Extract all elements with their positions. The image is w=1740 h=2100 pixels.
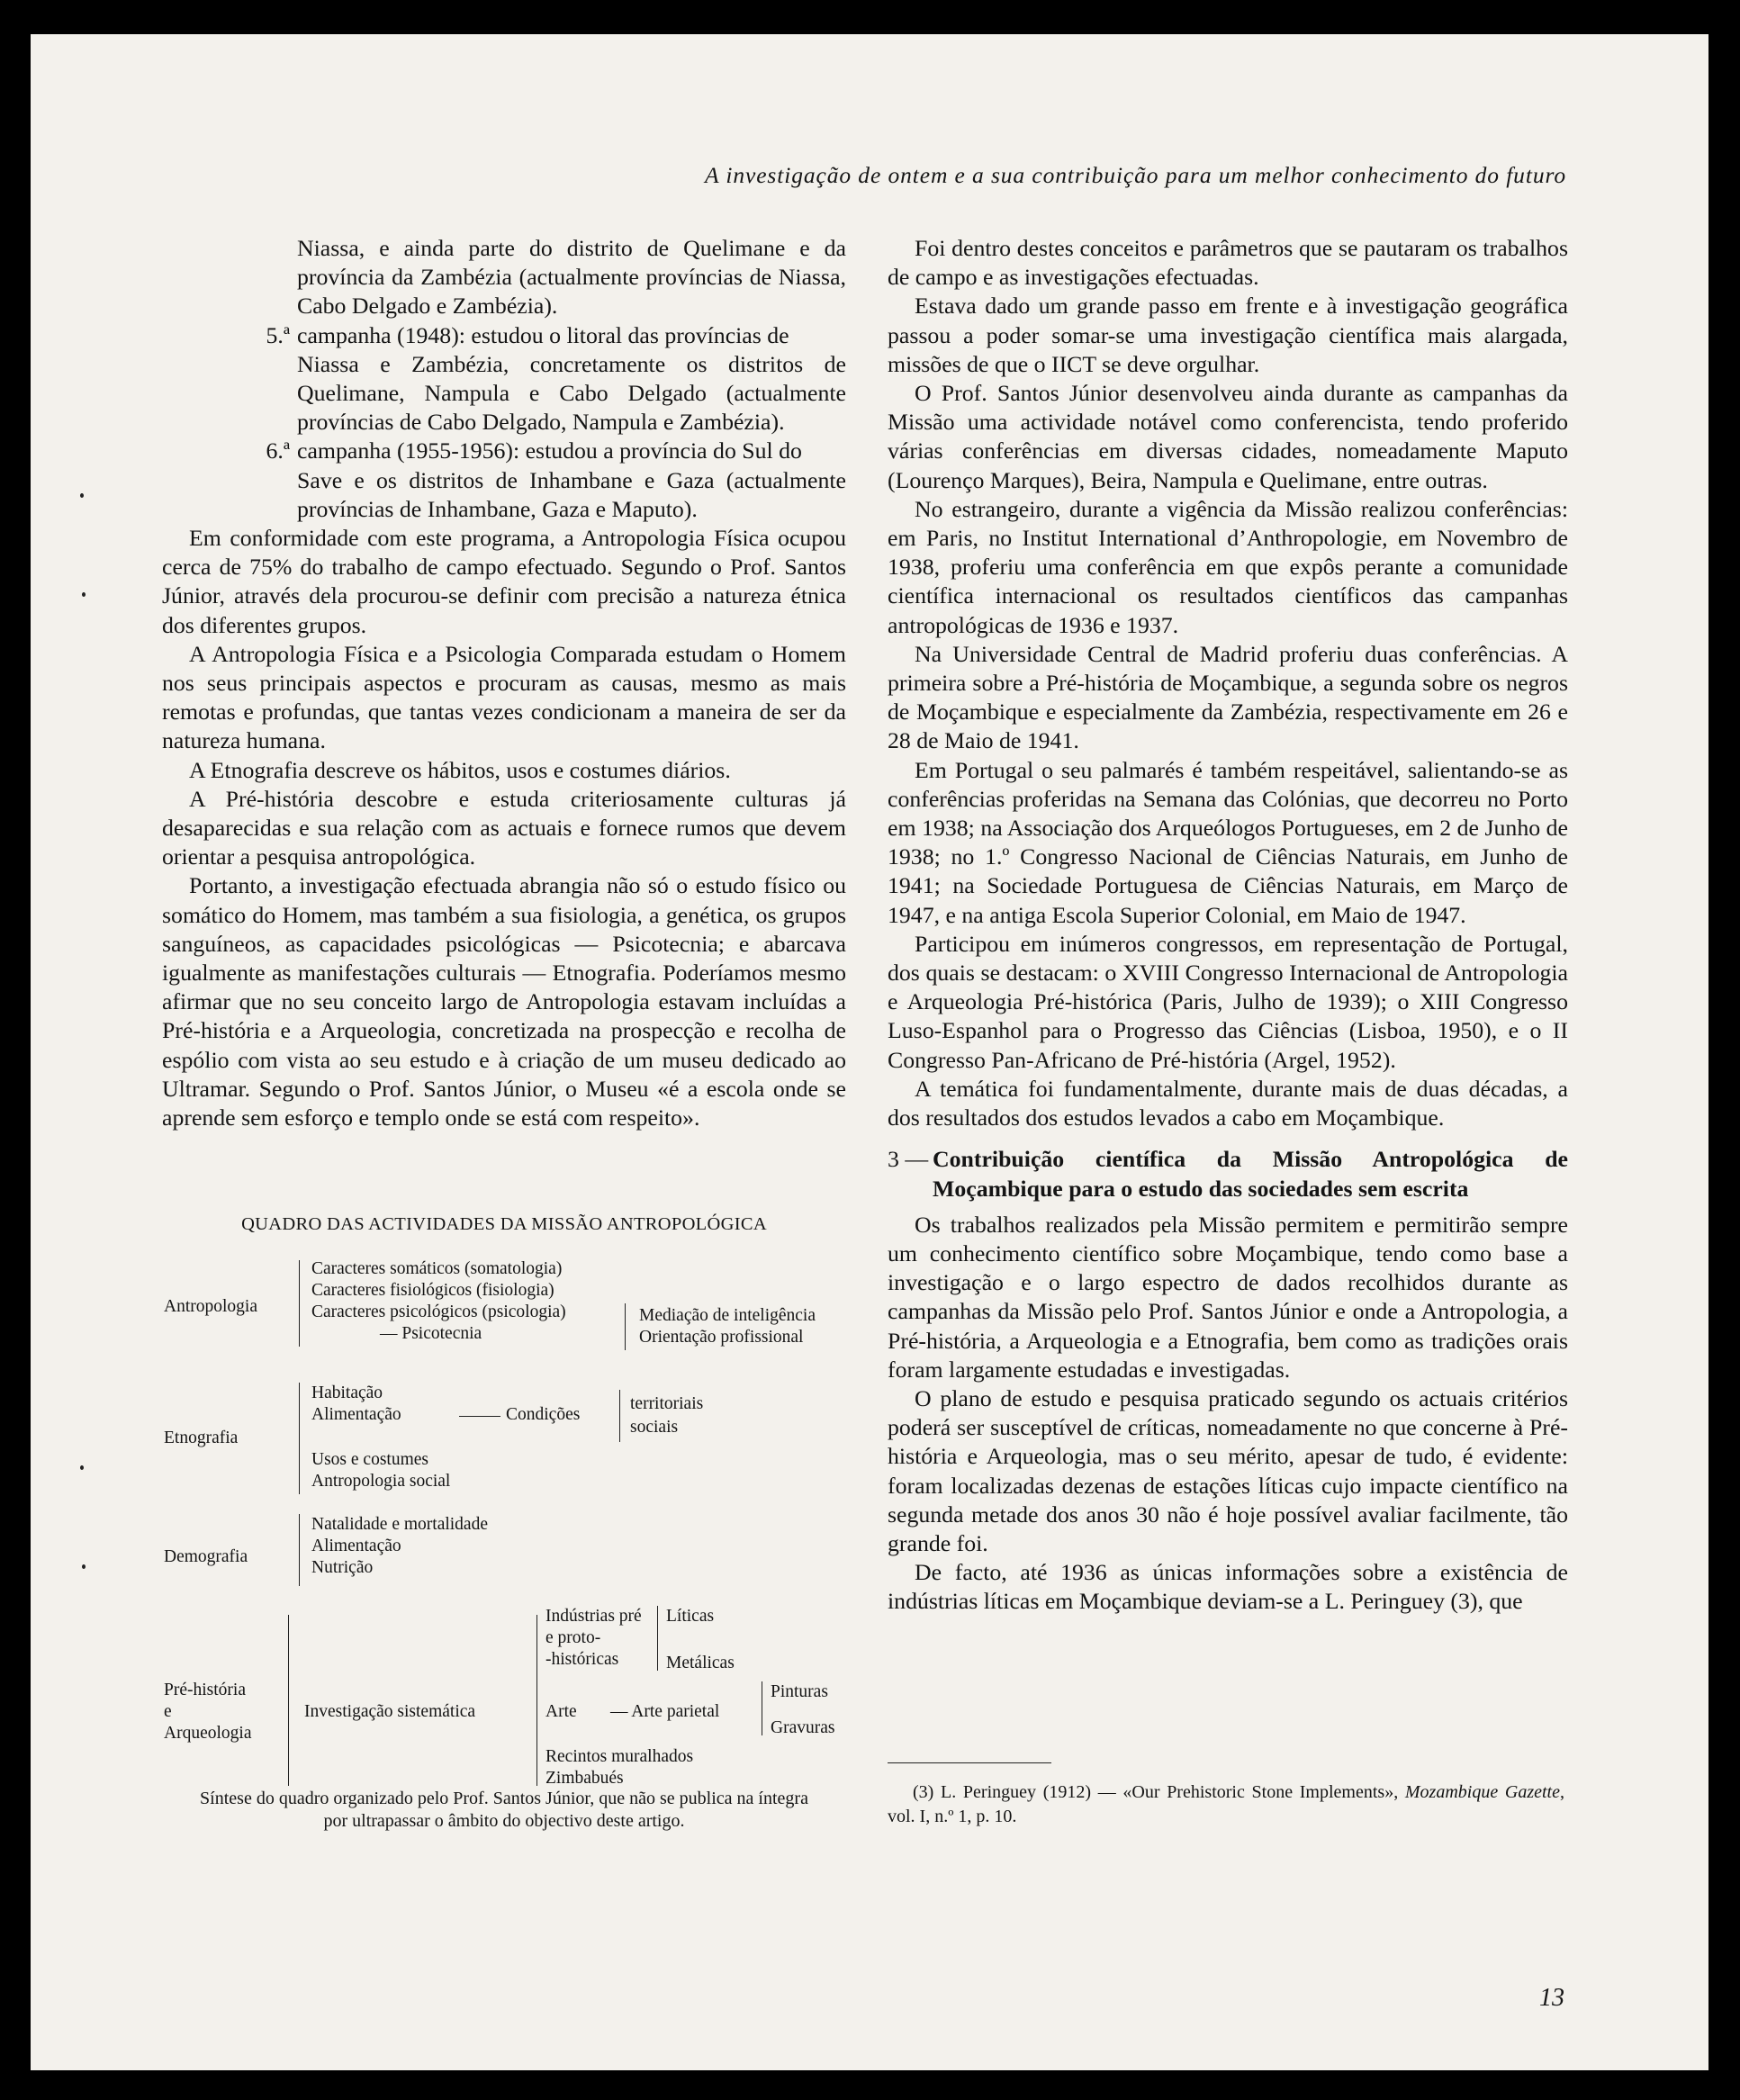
left-column bbox=[162, 234, 846, 1132]
diagram-label-antropologia: Antropologia bbox=[164, 1297, 257, 1316]
diagram-item: Orientação profissional bbox=[639, 1328, 804, 1347]
body-paragraph: A temática foi fundamentalmente, durante mais de duas décadas, a dos resultados dos estudos levados a cabo em Moçambique. bbox=[888, 1075, 1568, 1131]
body-paragraph: De facto, até 1936 as únicas informações sobre a existência de indústrias líticas em Moçambique deviam-se a L. Peringuey (3), que bbox=[888, 1559, 1568, 1615]
footnote-marker: (3) bbox=[913, 1782, 934, 1802]
diagram-item: Metálicas bbox=[666, 1654, 735, 1672]
diagram-item: Caracteres fisiológicos (fisiologia) bbox=[311, 1281, 554, 1300]
footnote-rule bbox=[888, 1762, 1051, 1763]
diagram-item: territoriais bbox=[630, 1394, 704, 1413]
activities-diagram bbox=[162, 1213, 846, 1834]
page-number: 13 bbox=[1539, 1984, 1564, 2012]
body-paragraph: O Prof. Santos Júnior desenvolveu ainda durante as campanhas da Missão uma actividade notável como conferencista, tendo proferido várias conferências em diversas cidades, nomeadamente Maputo (Lourenço Marques), Beira, Nampula e Quelimane, entre outras. bbox=[888, 380, 1568, 493]
diagram-item: — Arte parietal bbox=[610, 1702, 720, 1721]
diagram-item: Caracteres somáticos (somatologia) bbox=[311, 1259, 563, 1278]
diagram-brace bbox=[536, 1615, 537, 1786]
diagram-item: Recintos muralhados bbox=[545, 1747, 694, 1766]
diagram-item: Pinturas bbox=[771, 1682, 828, 1701]
body-paragraph: Os trabalhos realizados pela Missão permitem e permitirão sempre um conhecimento científico sobre Moçambique, tendo como base a investigação e o largo espectro de dados recolhidos durante as campanhas da Missão pelo Prof. Santos Júnior e onde a Antropologia, a Pré-história, a Arqueologia e a Etnografia, bem como as tradições orais foram largamente estudadas e investigadas. bbox=[888, 1211, 1568, 1383]
diagram-item: Habitação bbox=[311, 1383, 383, 1402]
campaign-number: 5.ª bbox=[266, 321, 290, 348]
campaign-4-continuation: Niassa, e ainda parte do distrito de Quelimane e da província da Zambézia (actualmente províncias de Niassa, Cabo Delgado e Zambézia). bbox=[297, 235, 846, 320]
right-column bbox=[888, 234, 1568, 1617]
campaign-item-5 bbox=[162, 321, 846, 350]
diagram-item: — Psicotecnia bbox=[380, 1324, 482, 1343]
diagram-item: Mediação de inteligência bbox=[639, 1306, 816, 1325]
campaign-text-rest: Save e os distritos de Inhambane e Gaza (actualmente províncias de Inhambane, Gaza e Maputo). bbox=[297, 466, 846, 522]
body-paragraph: Estava dado um grande passo em frente e à investigação geográfica passou a poder somar-se uma investigação científica mais alargada, missões de que o IICT se deve orgulhar. bbox=[888, 293, 1568, 377]
body-paragraph: Na Universidade Central de Madrid proferiu duas conferências. A primeira sobre a Pré-história de Moçambique, a segunda sobre os negros de Moçambique e especialmente da Zambézia, respectivamente em 26 e 28 de Maio de 1941. bbox=[888, 640, 1568, 754]
campaign-text-rest: Niassa e Zambézia, concretamente os distritos de Quelimane, Nampula e Cabo Delgado (actualmente províncias de Cabo Delgado, Nampula e Zambézia). bbox=[297, 350, 846, 436]
diagram-label-prehistoria: Pré-história bbox=[164, 1681, 246, 1699]
diagram-title: QUADRO DAS ACTIVIDADES DA MISSÃO ANTROPOLÓGICA bbox=[241, 1214, 767, 1234]
campaign-text-first: campanha (1955-1956): estudou a província do Sul do bbox=[297, 437, 802, 464]
body-paragraph: Portanto, a investigação efectuada abrangia não só o estudo físico ou somático do Homem, mas também a sua fisiologia, a genética, os grupos sanguíneos, as capacidades psicológicas — Psicotecnia; e abarcava igualmente as manifestações culturais — Etnografia. Poderíamos mesmo afirmar que no seu conceito largo de Antropologia estavam incluídas a Pré-história e a Arqueologia, concretizada na prospecção e recolha de espólio com vista ao seu estudo e à criação de um museu dedicado ao Ultramar. Segundo o Prof. Santos Júnior, o Museu «é a escola onde se aprende sem esforço e templo onde se está com respeito». bbox=[162, 872, 846, 1131]
diagram-item: Antropologia social bbox=[311, 1472, 451, 1491]
scan-speck bbox=[82, 1564, 86, 1569]
section-number: 3 — bbox=[888, 1146, 929, 1173]
diagram-item: Investigação sistemática bbox=[304, 1702, 476, 1721]
diagram-connector bbox=[459, 1416, 500, 1417]
diagram-brace bbox=[288, 1615, 289, 1786]
diagram-label-demografia: Demografia bbox=[164, 1547, 248, 1566]
body-paragraph: Em conformidade com este programa, a Antropologia Física ocupou cerca de 75% do trabalho de campo efectuado. Segundo o Prof. Santos Júnior, através dela procurou-se definir com precisão a natureza étnica dos diferentes grupos. bbox=[162, 525, 846, 638]
scan-speck bbox=[80, 493, 84, 498]
diagram-brace bbox=[657, 1606, 658, 1671]
diagram-label-prehistoria: Arqueologia bbox=[164, 1724, 252, 1743]
campaign-number: 6.ª bbox=[266, 437, 290, 464]
diagram-caption bbox=[162, 1788, 846, 1833]
body-paragraph: Em Portugal o seu palmarés é também respeitável, salientando-se as conferências proferidas na Semana das Colónias, que decorreu no Porto em 1938; na Associação dos Arqueólogos Portugueses, em 2 de Junho de 1938; no 1.º Congresso Nacional de Ciências Naturais, em Junho de 1941; na Sociedade Portuguesa de Ciências Naturais, em Março de 1947, e na antiga Escola Superior Colonial, em Maio de 1947. bbox=[888, 756, 1568, 928]
diagram-brace bbox=[299, 1383, 300, 1494]
diagram-item: Alimentação bbox=[311, 1537, 401, 1555]
campaign-item-6 bbox=[162, 437, 846, 465]
footnote-text: L. Peringuey (1912) — «Our Prehistoric Stone Implements», bbox=[941, 1782, 1399, 1802]
running-header: A investigação de ontem e a sua contribuição para um melhor conhecimento do futuro bbox=[705, 162, 1566, 188]
section-heading bbox=[888, 1145, 1568, 1203]
diagram-item: Usos e costumes bbox=[311, 1450, 428, 1469]
scan-speck bbox=[82, 592, 86, 597]
diagram-brace bbox=[619, 1390, 620, 1442]
diagram-item: Líticas bbox=[666, 1607, 715, 1626]
diagram-item: Zimbabués bbox=[545, 1769, 624, 1788]
diagram-label-prehistoria: e bbox=[164, 1702, 172, 1721]
diagram-item: Condições bbox=[506, 1405, 581, 1424]
body-paragraph: No estrangeiro, durante a vigência da Missão realizou conferências: em Paris, no Institut International d’Anthropologie, em Novembro de 1938, proferiu uma conferência em que expôs perante a comunidade científica internacional os resultados científicos das campanhas antropológicas de 1936 e 1937. bbox=[888, 495, 1568, 638]
diagram-item: Caracteres psicológicos (psicologia) bbox=[311, 1302, 566, 1321]
diagram-item: Nutrição bbox=[311, 1558, 374, 1577]
caption-line: por ultrapassar o âmbito do objectivo deste artigo. bbox=[323, 1811, 685, 1831]
diagram-item: sociais bbox=[630, 1418, 679, 1437]
section-title: Contribuição científica da Missão Antropológica de Moçambique para o estudo das sociedades sem escrita bbox=[933, 1146, 1568, 1202]
body-paragraph: Participou em inúmeros congressos, em representação de Portugal, dos quais se destacam: o XVIII Congresso Internacional de Antropologia e Arqueologia Pré-histórica (Paris, Julho de 1939); o XIII Congresso Luso-Espanhol para o Progresso das Ciências (Lisboa, 1950), e o II Congresso Pan-Africano de Pré-história (Argel, 1952). bbox=[888, 930, 1568, 1073]
body-paragraph: A Etnografia descreve os hábitos, usos e costumes diários. bbox=[189, 756, 731, 783]
diagram-item: Arte bbox=[545, 1702, 577, 1721]
footnote-journal: Mozambique Gazette bbox=[1404, 1782, 1560, 1802]
diagram-brace bbox=[299, 1260, 300, 1347]
caption-line: Síntese do quadro organizado pelo Prof. Santos Júnior, que não se publica na íntegra bbox=[200, 1789, 808, 1808]
scan-speck bbox=[80, 1465, 84, 1470]
body-paragraph: O plano de estudo e pesquisa praticado segundo os actuais critérios poderá ser susceptível de críticas, nomeadamente no que concerne à Pré-história e Arqueologia, mas o seu mérito, apesar de tudo, é evidente: foram localizadas dezenas de estações líticas cujo impacte científico na segunda metade dos anos 30 não é hoje possível avaliar facilmente, tão grande foi. bbox=[888, 1384, 1568, 1556]
diagram-item: Alimentação bbox=[311, 1405, 401, 1424]
diagram-item: Indústrias pré bbox=[545, 1607, 642, 1626]
campaign-text-first: campanha (1948): estudou o litoral das províncias de bbox=[297, 321, 789, 348]
diagram-label-etnografia: Etnografia bbox=[164, 1429, 239, 1447]
diagram-brace bbox=[299, 1514, 300, 1586]
diagram-item: -históricas bbox=[545, 1650, 619, 1669]
body-paragraph: A Pré-história descobre e estuda criteriosamente culturas já desaparecidas e sua relação com as actuais e fornece rumos que devem orientar a pesquisa antropológica. bbox=[162, 785, 846, 870]
diagram-item: Gravuras bbox=[771, 1718, 835, 1737]
body-paragraph: A Antropologia Física e a Psicologia Comparada estudam o Homem nos seus principais aspectos e procuram as causas, mesmo as mais remotas e profundas, que tantas vezes condicionam a maneira de ser da natureza humana. bbox=[162, 640, 846, 754]
diagram-item: e proto- bbox=[545, 1628, 601, 1647]
footnote bbox=[888, 1780, 1564, 1829]
body-paragraph: Foi dentro destes conceitos e parâmetros que se pautaram os trabalhos de campo e as investigações efectuadas. bbox=[888, 235, 1568, 291]
diagram-item: Natalidade e mortalidade bbox=[311, 1515, 488, 1534]
footnote-details: , vol. I, n.º 1, p. 10. bbox=[888, 1782, 1564, 1826]
diagram-brace bbox=[625, 1303, 626, 1350]
page bbox=[31, 34, 1708, 2070]
